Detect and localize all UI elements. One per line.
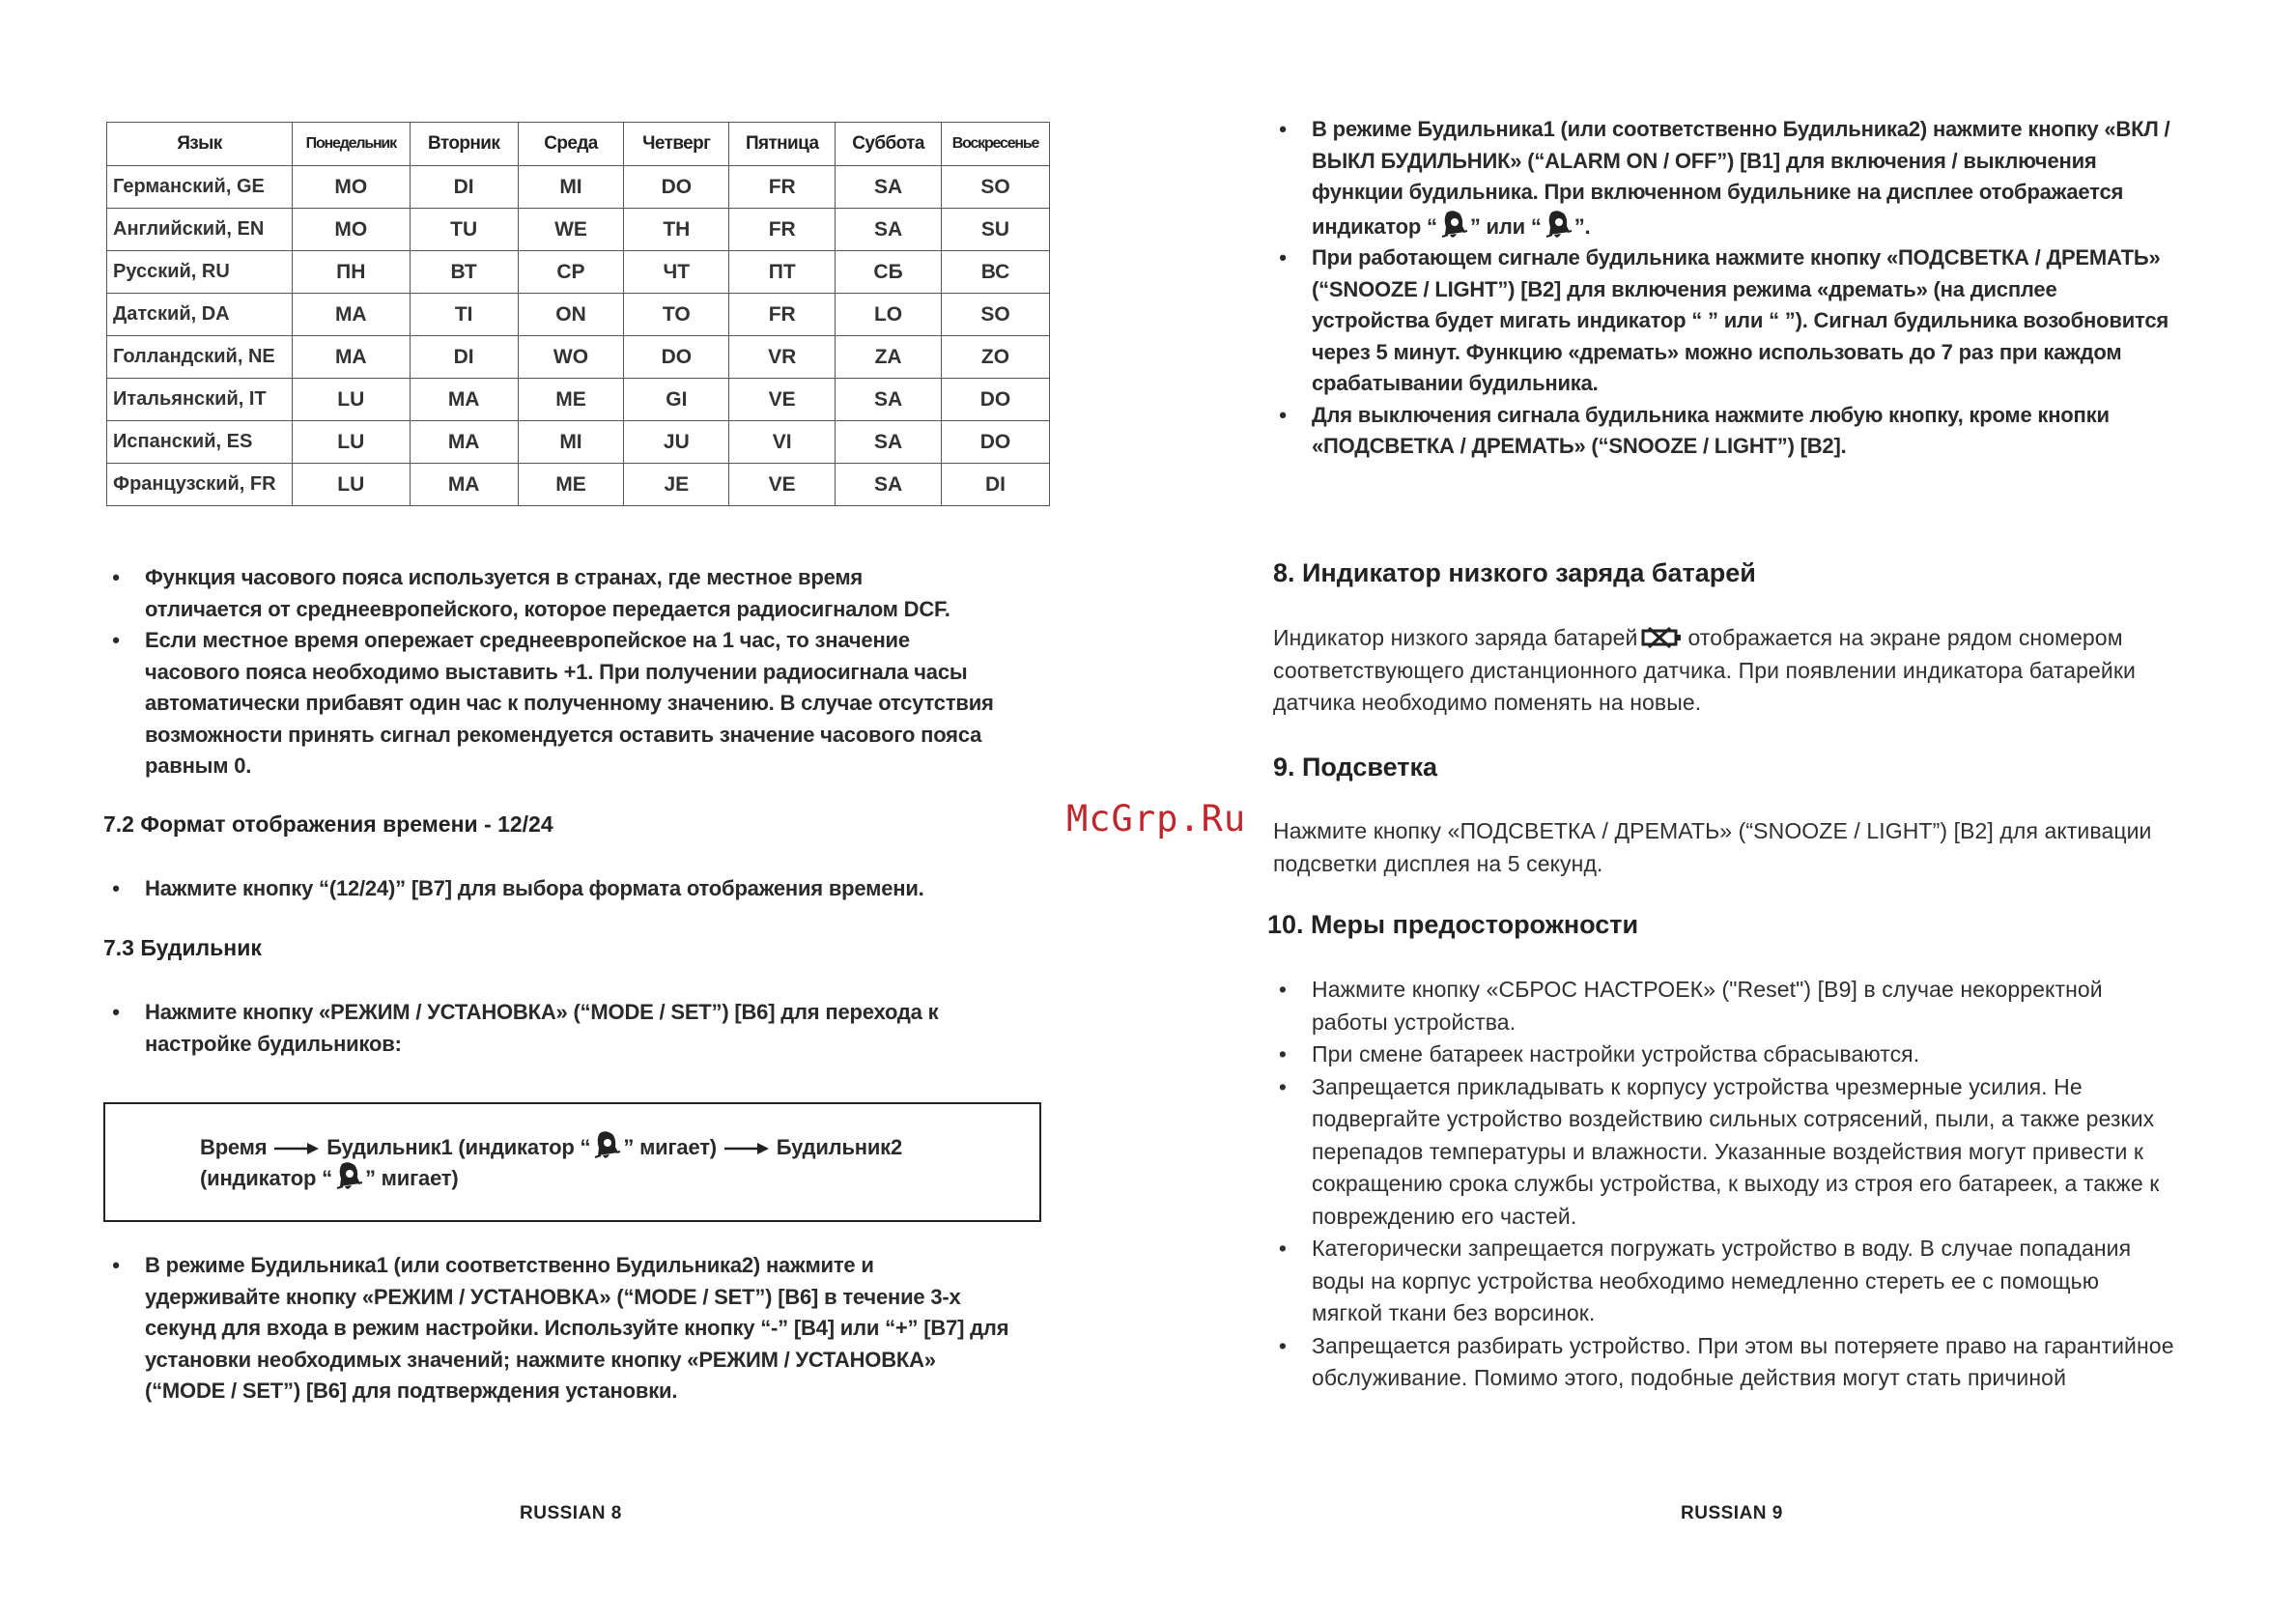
section-heading-7-2: 7.2 Формат отображения времени - 12/24 <box>103 811 553 837</box>
line: функции будильника. При включенном будильнике на дисплее отображается <box>1312 180 2124 204</box>
day-abbrev-cell: TI <box>410 294 518 336</box>
day-abbrev-cell: DO <box>624 166 729 209</box>
line: подвергайте устройство воздействию сильных сотрясений, пыли, а также резких <box>1312 1106 2155 1131</box>
line: Для выключения сигнала будильника нажмите любую кнопку, кроме кнопки <box>1312 402 2110 427</box>
flow-line2-prefix: (индикатор “ <box>200 1166 332 1190</box>
list-item: • Нажмите кнопку “(12/24)” [B7] для выбора формата отображения времени. <box>106 873 1072 905</box>
day-abbrev-cell: DO <box>624 336 729 379</box>
line: воды на корпус устройства необходимо немедленно стереть ее с помощью <box>1312 1267 2100 1294</box>
list-item: • Запрещается прикладывать к корпусу устройства чрезмерные усилия. Не подвергайте устройство воздействию сильных сотрясений, пыли, а также резких перепадов температуры и влажности. Указанные воздействия могут привести к сокращению срока службы устройства, к выходу из строя его батареек, а также к повреждению его частей. <box>1273 1071 2278 1234</box>
table-header-row <box>107 123 1050 166</box>
battery-paragraph <box>1273 622 2268 720</box>
day-abbrev-cell: TO <box>624 294 729 336</box>
line: удерживайте кнопку «РЕЖИМ / УСТАНОВКА» (“MODE / SET”) [B6] в течение 3-х <box>145 1284 961 1309</box>
day-abbrev-cell: ZA <box>836 336 942 379</box>
line: Нажмите кнопку “(12/24)” [B7] для выбора формата отображения времени. <box>145 876 924 900</box>
line: срабатывании будильника. <box>1312 371 1599 395</box>
line: Запрещается прикладывать к корпусу устройства чрезмерные усилия. Не <box>1312 1073 2083 1099</box>
language-cell: Русский, RU <box>107 251 293 294</box>
alarm-set-bullet-list <box>106 1250 1072 1408</box>
line: автоматически прибавят один час к полученному значению. В случае отсутствия <box>145 691 994 715</box>
flow-line2-suffix: ” мигает) <box>364 1166 459 1190</box>
list-item: • В режиме Будильника1 (или соответственно Будильника2) нажмите и удерживайте кнопку «РЕЖИМ / УСТАНОВКА» (“MODE / SET”) [B6] в течение 3-х секунд для входа в режим настройки. Используйте кнопку “-” [B4] или “+” [B7] для установки необходимых значений; нажмите кнопку «РЕЖИМ / УСТАНОВКА» (“MODE / SET”) [B6] для подтверждения установки. <box>106 1250 1072 1408</box>
day-abbrev-cell: VR <box>729 336 836 379</box>
page-footer: RUSSIAN 9 <box>1681 1503 1783 1523</box>
list-item: • Нажмите кнопку «СБРОС НАСТРОЕК» ("Reset") [B9] в случае некорректной работы устройства. <box>1273 974 2278 1038</box>
column-header: Четверг <box>624 123 729 166</box>
day-abbrev-cell: JU <box>624 421 729 464</box>
line: подсветки дисплея на 5 секунд. <box>1273 850 1603 876</box>
day-abbrev-cell: SA <box>836 464 942 506</box>
language-cell: Голландский, NE <box>107 336 293 379</box>
list-item: • В режиме Будильника1 (или соответственно Будильника2) нажмите кнопку «ВКЛ / ВЫКЛ БУДИЛЬНИК» (“ALARM ON / OFF”) [B1] для включения / выключения функции будильника. При включенном будильнике на дисплее отображается индикатор “ ” или “ ”. <box>1273 114 2268 242</box>
timezone-bullet-list <box>106 562 1072 782</box>
day-abbrev-cell: ВС <box>942 251 1050 294</box>
section-heading-7-3: 7.3 Будильник <box>103 935 262 960</box>
line: через 5 минут. Функцию «дремать» можно использовать до 7 раз при каждом <box>1312 339 2122 364</box>
day-abbrev-cell: MI <box>518 166 624 209</box>
day-abbrev-cell: MA <box>410 464 518 506</box>
day-abbrev-cell: ME <box>518 464 624 506</box>
day-abbrev-cell: DI <box>410 336 518 379</box>
line: В режиме Будильника1 (или соответственно Будильника2) нажмите кнопку «ВКЛ / <box>1312 117 2170 141</box>
line: Если местное время опережает среднеевропейское на 1 час, то значение <box>145 628 910 652</box>
day-abbrev-cell: LU <box>292 464 410 506</box>
line: индикатор “ ” или “ ”. <box>1312 209 2268 243</box>
day-abbrev-cell: VI <box>729 421 836 464</box>
list-item: • Запрещается разбирать устройство. При этом вы потеряете право на гарантийное обслуживание. Помимо этого, подобные действия могут стать причиной <box>1273 1330 2278 1395</box>
table-row <box>107 379 1050 421</box>
column-header: Вторник <box>410 123 518 166</box>
line: повреждению его частей. <box>1312 1203 1577 1229</box>
line: секунд для входа в режим настройки. Используйте кнопку “-” [B4] или “+” [B7] для <box>145 1316 1009 1340</box>
day-abbrev-cell: ПТ <box>729 251 836 294</box>
arrow-right-icon <box>723 1142 771 1155</box>
day-abbrev-cell: DI <box>410 166 518 209</box>
line: обслуживание. Помимо этого, подобные действия могут стать причиной <box>1312 1365 2067 1390</box>
day-abbrev-cell: MA <box>410 379 518 421</box>
day-abbrev-cell: LU <box>292 421 410 464</box>
column-header: Суббота <box>836 123 942 166</box>
section-heading-9: 9. Подсветка <box>1273 753 1438 782</box>
list-item: • Нажмите кнопку «РЕЖИМ / УСТАНОВКА» (“MODE / SET”) [B6] для перехода к настройке будильников: <box>106 997 1072 1060</box>
page-9 <box>1148 0 2296 1621</box>
line: Функция часового пояса используется в странах, где местное время <box>145 565 864 589</box>
column-header: Среда <box>518 123 624 166</box>
alarm-bell-icon <box>592 1129 621 1162</box>
day-abbrev-cell: WO <box>518 336 624 379</box>
page-footer: RUSSIAN 8 <box>520 1503 622 1523</box>
table-row <box>107 336 1050 379</box>
section-heading-10: 10. Меры предосторожности <box>1267 910 1639 939</box>
list-item: • При смене батареек настройки устройства сбрасываются. <box>1273 1038 2278 1071</box>
alarm-bullet-list <box>106 997 1072 1060</box>
line: сокращению срока службы устройства, к выходу из строя его батареек, а также к <box>1312 1171 2160 1196</box>
line: При работающем сигнале будильника нажмите кнопку «ПОДСВЕТКА / ДРЕМАТЬ» <box>1312 245 2161 270</box>
line: мягкой ткани без ворсинок. <box>1312 1300 1596 1325</box>
table-row <box>107 209 1050 251</box>
day-abbrev-cell: ON <box>518 294 624 336</box>
day-abbrev-cell: SA <box>836 379 942 421</box>
day-abbrev-cell: ЧТ <box>624 251 729 294</box>
alarm-toggle-bullet-list <box>1273 114 2268 463</box>
day-abbrev-cell: MA <box>410 421 518 464</box>
column-header: Воскресенье <box>942 123 1050 166</box>
day-abbrev-cell: ZO <box>942 336 1050 379</box>
alarm-mode-flow-box <box>103 1102 1041 1222</box>
line: отличается от среднеевропейского, которое передается радиосигналом DCF. <box>145 596 950 621</box>
line: При смене батареек настройки устройства сбрасываются. <box>1312 1041 1920 1066</box>
alarm2-bell-icon <box>1544 209 1573 242</box>
language-cell: Английский, EN <box>107 209 293 251</box>
day-abbrev-cell: DO <box>942 379 1050 421</box>
alarm-bell-icon <box>334 1160 363 1193</box>
language-cell: Германский, GE <box>107 166 293 209</box>
language-cell: Испанский, ES <box>107 421 293 464</box>
day-abbrev-cell: СР <box>518 251 624 294</box>
watermark-logo: McGrp.Ru <box>1066 798 1247 839</box>
line: соответствующего дистанционного датчика. При появлении индикатора батарейки <box>1273 657 2136 683</box>
line: возможности принять сигнал рекомендуется оставить значение часового пояса <box>145 722 982 747</box>
line: «ПОДСВЕТКА / ДРЕМАТЬ» (“SNOOZE / LIGHT”) [B2]. <box>1312 434 1847 458</box>
day-abbrev-cell: SO <box>942 166 1050 209</box>
backlight-paragraph <box>1273 815 2268 880</box>
day-abbrev-cell: TH <box>624 209 729 251</box>
line: (“MODE / SET”) [B6] для подтверждения установки. <box>145 1379 678 1403</box>
flow-step-alarm1-suffix: ” мигает) <box>623 1135 717 1159</box>
day-abbrev-cell: ПН <box>292 251 410 294</box>
line: перепадов температуры и влажности. Указанные воздействия могут привести к <box>1312 1138 2144 1164</box>
line: Индикатор низкого заряда батарей отображается на экране рядом снoмером <box>1273 625 2123 650</box>
day-abbrev-cell: СБ <box>836 251 942 294</box>
line: Нажмите кнопку «ПОДСВЕТКА / ДРЕМАТЬ» (“SNOOZE / LIGHT”) [B2] для активации <box>1273 818 2152 843</box>
column-header: Язык <box>107 123 293 166</box>
language-cell: Итальянский, IT <box>107 379 293 421</box>
flow-line-1 <box>200 1129 902 1164</box>
day-abbrev-cell: SU <box>942 209 1050 251</box>
list-item: • Функция часового пояса используется в странах, где местное время отличается от среднеевропейского, которое передается радиосигналом DCF. <box>106 562 1072 625</box>
day-abbrev-cell: TU <box>410 209 518 251</box>
line: Нажмите кнопку «РЕЖИМ / УСТАНОВКА» (“MODE / SET”) [B6] для перехода к <box>145 1000 939 1024</box>
flow-line-2 <box>200 1160 459 1195</box>
line: установки необходимых значений; нажмите кнопку «РЕЖИМ / УСТАНОВКА» <box>145 1347 936 1372</box>
day-abbrev-cell: WE <box>518 209 624 251</box>
precautions-bullet-list <box>1273 974 2278 1395</box>
line: Запрещается разбирать устройство. При этом вы потеряете право на гарантийное <box>1312 1332 2174 1358</box>
alarm1-bell-icon <box>1439 209 1468 242</box>
day-abbrev-cell: LO <box>836 294 942 336</box>
day-abbrev-cell: DO <box>942 421 1050 464</box>
arrow-right-icon <box>272 1142 321 1155</box>
line: Нажмите кнопку «СБРОС НАСТРОЕК» ("Reset") [B9] в случае некорректной <box>1312 977 2103 1002</box>
language-cell: Французский, FR <box>107 464 293 506</box>
line: настройке будильников: <box>145 1031 402 1056</box>
day-abbrev-cell: SA <box>836 421 942 464</box>
day-abbrev-cell: ВТ <box>410 251 518 294</box>
section-heading-8: 8. Индикатор низкого заряда батарей <box>1273 558 1756 587</box>
line: Категорически запрещается погружать устройство в воду. В случае попадания <box>1312 1236 2132 1261</box>
table-row <box>107 294 1050 336</box>
flow-step-alarm1: Будильник1 (индикатор “ <box>326 1135 591 1159</box>
day-abbrev-cell: FR <box>729 166 836 209</box>
line: (“SNOOZE / LIGHT”) [B2] для включения режима «дремать» (на дисплее <box>1312 276 2057 301</box>
day-abbrev-cell: MO <box>292 209 410 251</box>
list-item: • Категорически запрещается погружать устройство в воду. В случае попадания воды на корпус устройства необходимо немедленно стереть ее с помощью мягкой ткани без ворсинок. <box>1273 1233 2278 1330</box>
table-row <box>107 251 1050 294</box>
line: устройства будет мигать индикатор “ ” или “ ”). Сигнал будильника возобновится <box>1312 308 2168 332</box>
weekday-abbreviation-table <box>106 122 1050 506</box>
list-item: • Если местное время опережает среднеевропейское на 1 час, то значение часового пояса необходимо выставить +1. При получении радиосигнала часы автоматически прибавят один час к полученному значению. В случае отсутствия возможности принять сигнал рекомендуется оставить значение часового пояса равным 0. <box>106 625 1072 782</box>
language-cell: Датский, DA <box>107 294 293 336</box>
table-row <box>107 464 1050 506</box>
day-abbrev-cell: SA <box>836 166 942 209</box>
day-abbrev-cell: LU <box>292 379 410 421</box>
line: ВЫКЛ БУДИЛЬНИК» (“ALARM ON / OFF”) [B1] для включения / выключения <box>1312 148 2097 173</box>
list-item: • Для выключения сигнала будильника нажмите любую кнопку, кроме кнопки «ПОДСВЕТКА / ДРЕМАТЬ» (“SNOOZE / LIGHT”) [B2]. <box>1273 400 2268 463</box>
table-row <box>107 166 1050 209</box>
column-header: Пятница <box>729 123 836 166</box>
day-abbrev-cell: FR <box>729 209 836 251</box>
flow-step-time: Время <box>200 1135 268 1159</box>
day-abbrev-cell: GI <box>624 379 729 421</box>
day-abbrev-cell: SA <box>836 209 942 251</box>
day-abbrev-cell: JE <box>624 464 729 506</box>
line: равным 0. <box>145 754 252 778</box>
day-abbrev-cell: VE <box>729 464 836 506</box>
day-abbrev-cell: MA <box>292 336 410 379</box>
format-bullet-list <box>106 873 1072 905</box>
list-item: • При работающем сигнале будильника нажмите кнопку «ПОДСВЕТКА / ДРЕМАТЬ» (“SNOOZE / LIGHT”) [B2] для включения режима «дремать» (на дисплее устройства будет мигать индикатор “ ” или “ ”). Сигнал будильника возобновится через 5 минут. Функцию «дремать» можно использовать до 7 раз при каждом срабатывании будильника. <box>1273 242 2268 400</box>
day-abbrev-cell: FR <box>729 294 836 336</box>
day-abbrev-cell: DI <box>942 464 1050 506</box>
line: датчика необходимо поменять на новые. <box>1273 690 1702 715</box>
day-abbrev-cell: MA <box>292 294 410 336</box>
low-battery-icon <box>1641 627 1684 648</box>
day-abbrev-cell: SO <box>942 294 1050 336</box>
table-row <box>107 421 1050 464</box>
column-header: Понедельник <box>292 123 410 166</box>
day-abbrev-cell: MI <box>518 421 624 464</box>
flow-step-alarm2: Будильник2 <box>776 1135 903 1159</box>
line: часового пояса необходимо выставить +1. При получении радиосигнала часы <box>145 659 968 684</box>
day-abbrev-cell: ME <box>518 379 624 421</box>
day-abbrev-cell: VE <box>729 379 836 421</box>
line: работы устройства. <box>1312 1009 1516 1035</box>
day-abbrev-cell: MO <box>292 166 410 209</box>
line: В режиме Будильника1 (или соответственно Будильника2) нажмите и <box>145 1253 874 1277</box>
